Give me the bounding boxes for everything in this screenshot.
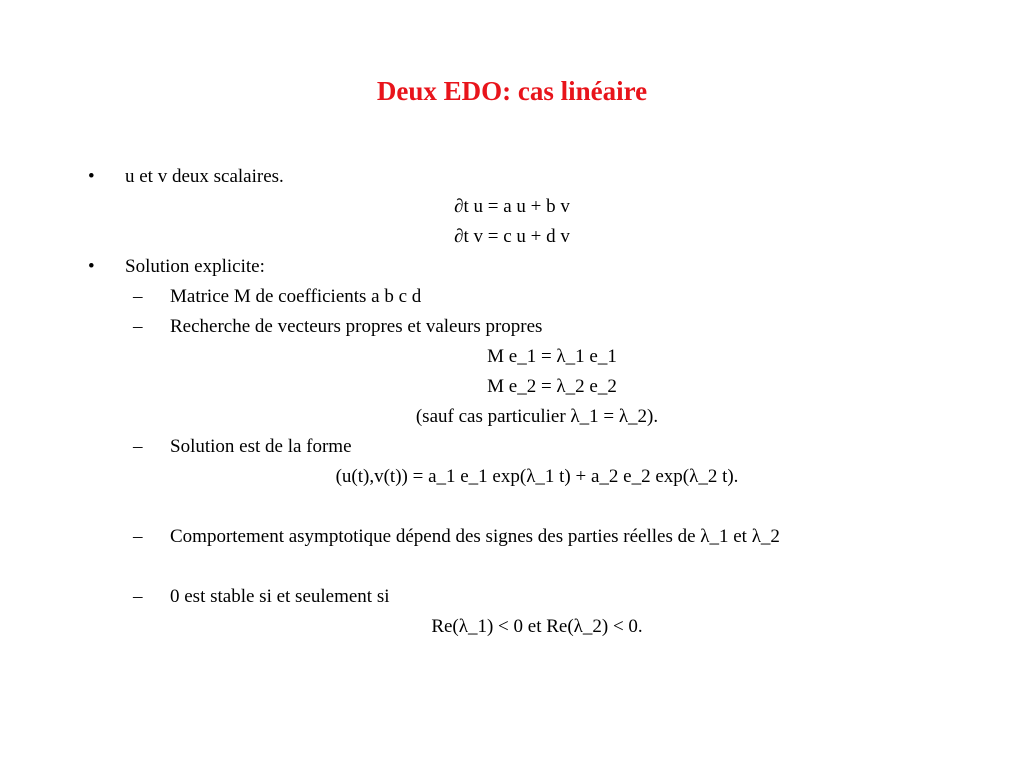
dash-marker: –	[133, 526, 143, 547]
equation-line: M e_1 = λ_1 e_1	[487, 346, 617, 367]
bullet-text: Solution explicite:	[125, 256, 265, 277]
equation-line: Re(λ_1) < 0 et Re(λ_2) < 0.	[431, 616, 643, 637]
slide-title: Deux EDO: cas linéaire	[376, 76, 648, 106]
bullet-marker: •	[88, 256, 95, 277]
sub-bullet-text: Recherche de vecteurs propres et valeurs propres	[170, 316, 543, 337]
sub-bullet-text: Comportement asymptotique dépend des signes des parties réelles de λ_1 et λ_2	[170, 526, 780, 547]
equation-line: (u(t),v(t)) = a_1 e_1 exp(λ_1 t) + a_2 e_2 exp(λ_2 t).	[335, 466, 739, 487]
sub-bullet-text: 0 est stable si et seulement si	[170, 586, 390, 607]
equation-line: (sauf cas particulier λ_1 = λ_2).	[415, 406, 659, 427]
equation-line: ∂t v = c u + d v	[454, 226, 570, 247]
sub-bullet-text: Matrice M de coefficients a b c d	[170, 286, 422, 307]
sub-bullet-text: Solution est de la forme	[170, 436, 352, 457]
bullet-text: u et v deux scalaires.	[125, 166, 284, 187]
equation-line: ∂t u = a u + b v	[454, 196, 570, 217]
bullet-marker: •	[88, 166, 95, 187]
dash-marker: –	[133, 316, 143, 337]
equation-line: M e_2 = λ_2 e_2	[487, 376, 617, 397]
dash-marker: –	[133, 436, 143, 457]
dash-marker: –	[133, 286, 143, 307]
dash-marker: –	[133, 586, 143, 607]
